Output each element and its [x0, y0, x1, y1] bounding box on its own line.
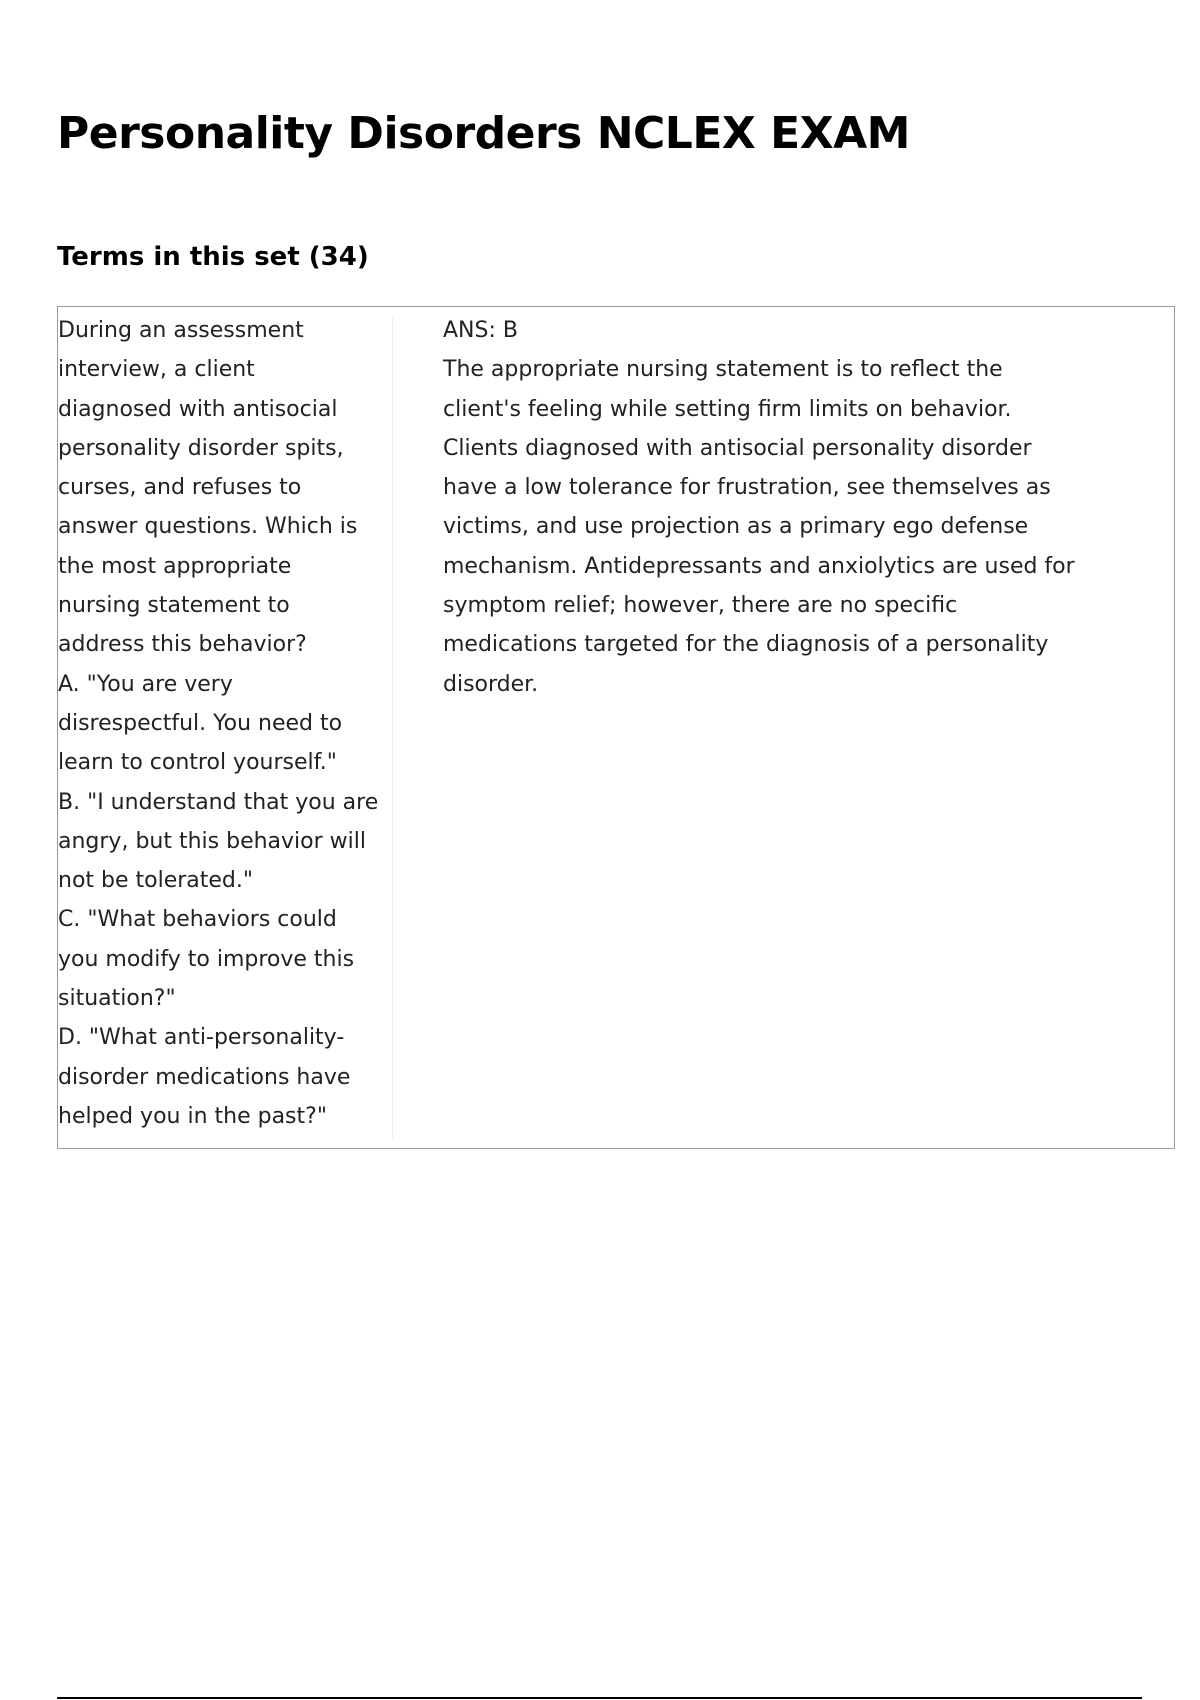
terms-table: [57, 306, 1175, 1149]
terms-count-heading: Terms in this set (34): [57, 242, 369, 272]
term-question: During an assessment interview, a client diagnosed with antisocial personality disorder spits, curses, and refuses to answer questions. Which is the most appropriate nursing statement to address this behavior? A. "You are very disrespectful. You need to learn to control yourself." B. "I understand that you are angry, but this behavior will not be tolerated." C. "What behaviors could you modify to improve this situation?" D. "What anti-personality- disorder medications have helped you in the past?": [58, 318, 379, 1129]
term-answer: ANS: B The appropriate nursing statement is to reflect the client's feeling while setting firm limits on behavior. Clients diagnosed with antisocial personality disorder have a low tolerance for frustration, see themselves as victims, and use projection as a primary ego defense mechanism. Antidepressants and anxiolytics are used for symptom relief; however, there are no specific medications targeted for the diagnosis of a personality disorder.: [443, 318, 1075, 697]
column-divider: [392, 317, 393, 1139]
term-card: [58, 307, 1174, 1148]
page-title: Personality Disorders NCLEX EXAM: [57, 108, 910, 159]
footer-rule: [57, 1697, 1142, 1699]
